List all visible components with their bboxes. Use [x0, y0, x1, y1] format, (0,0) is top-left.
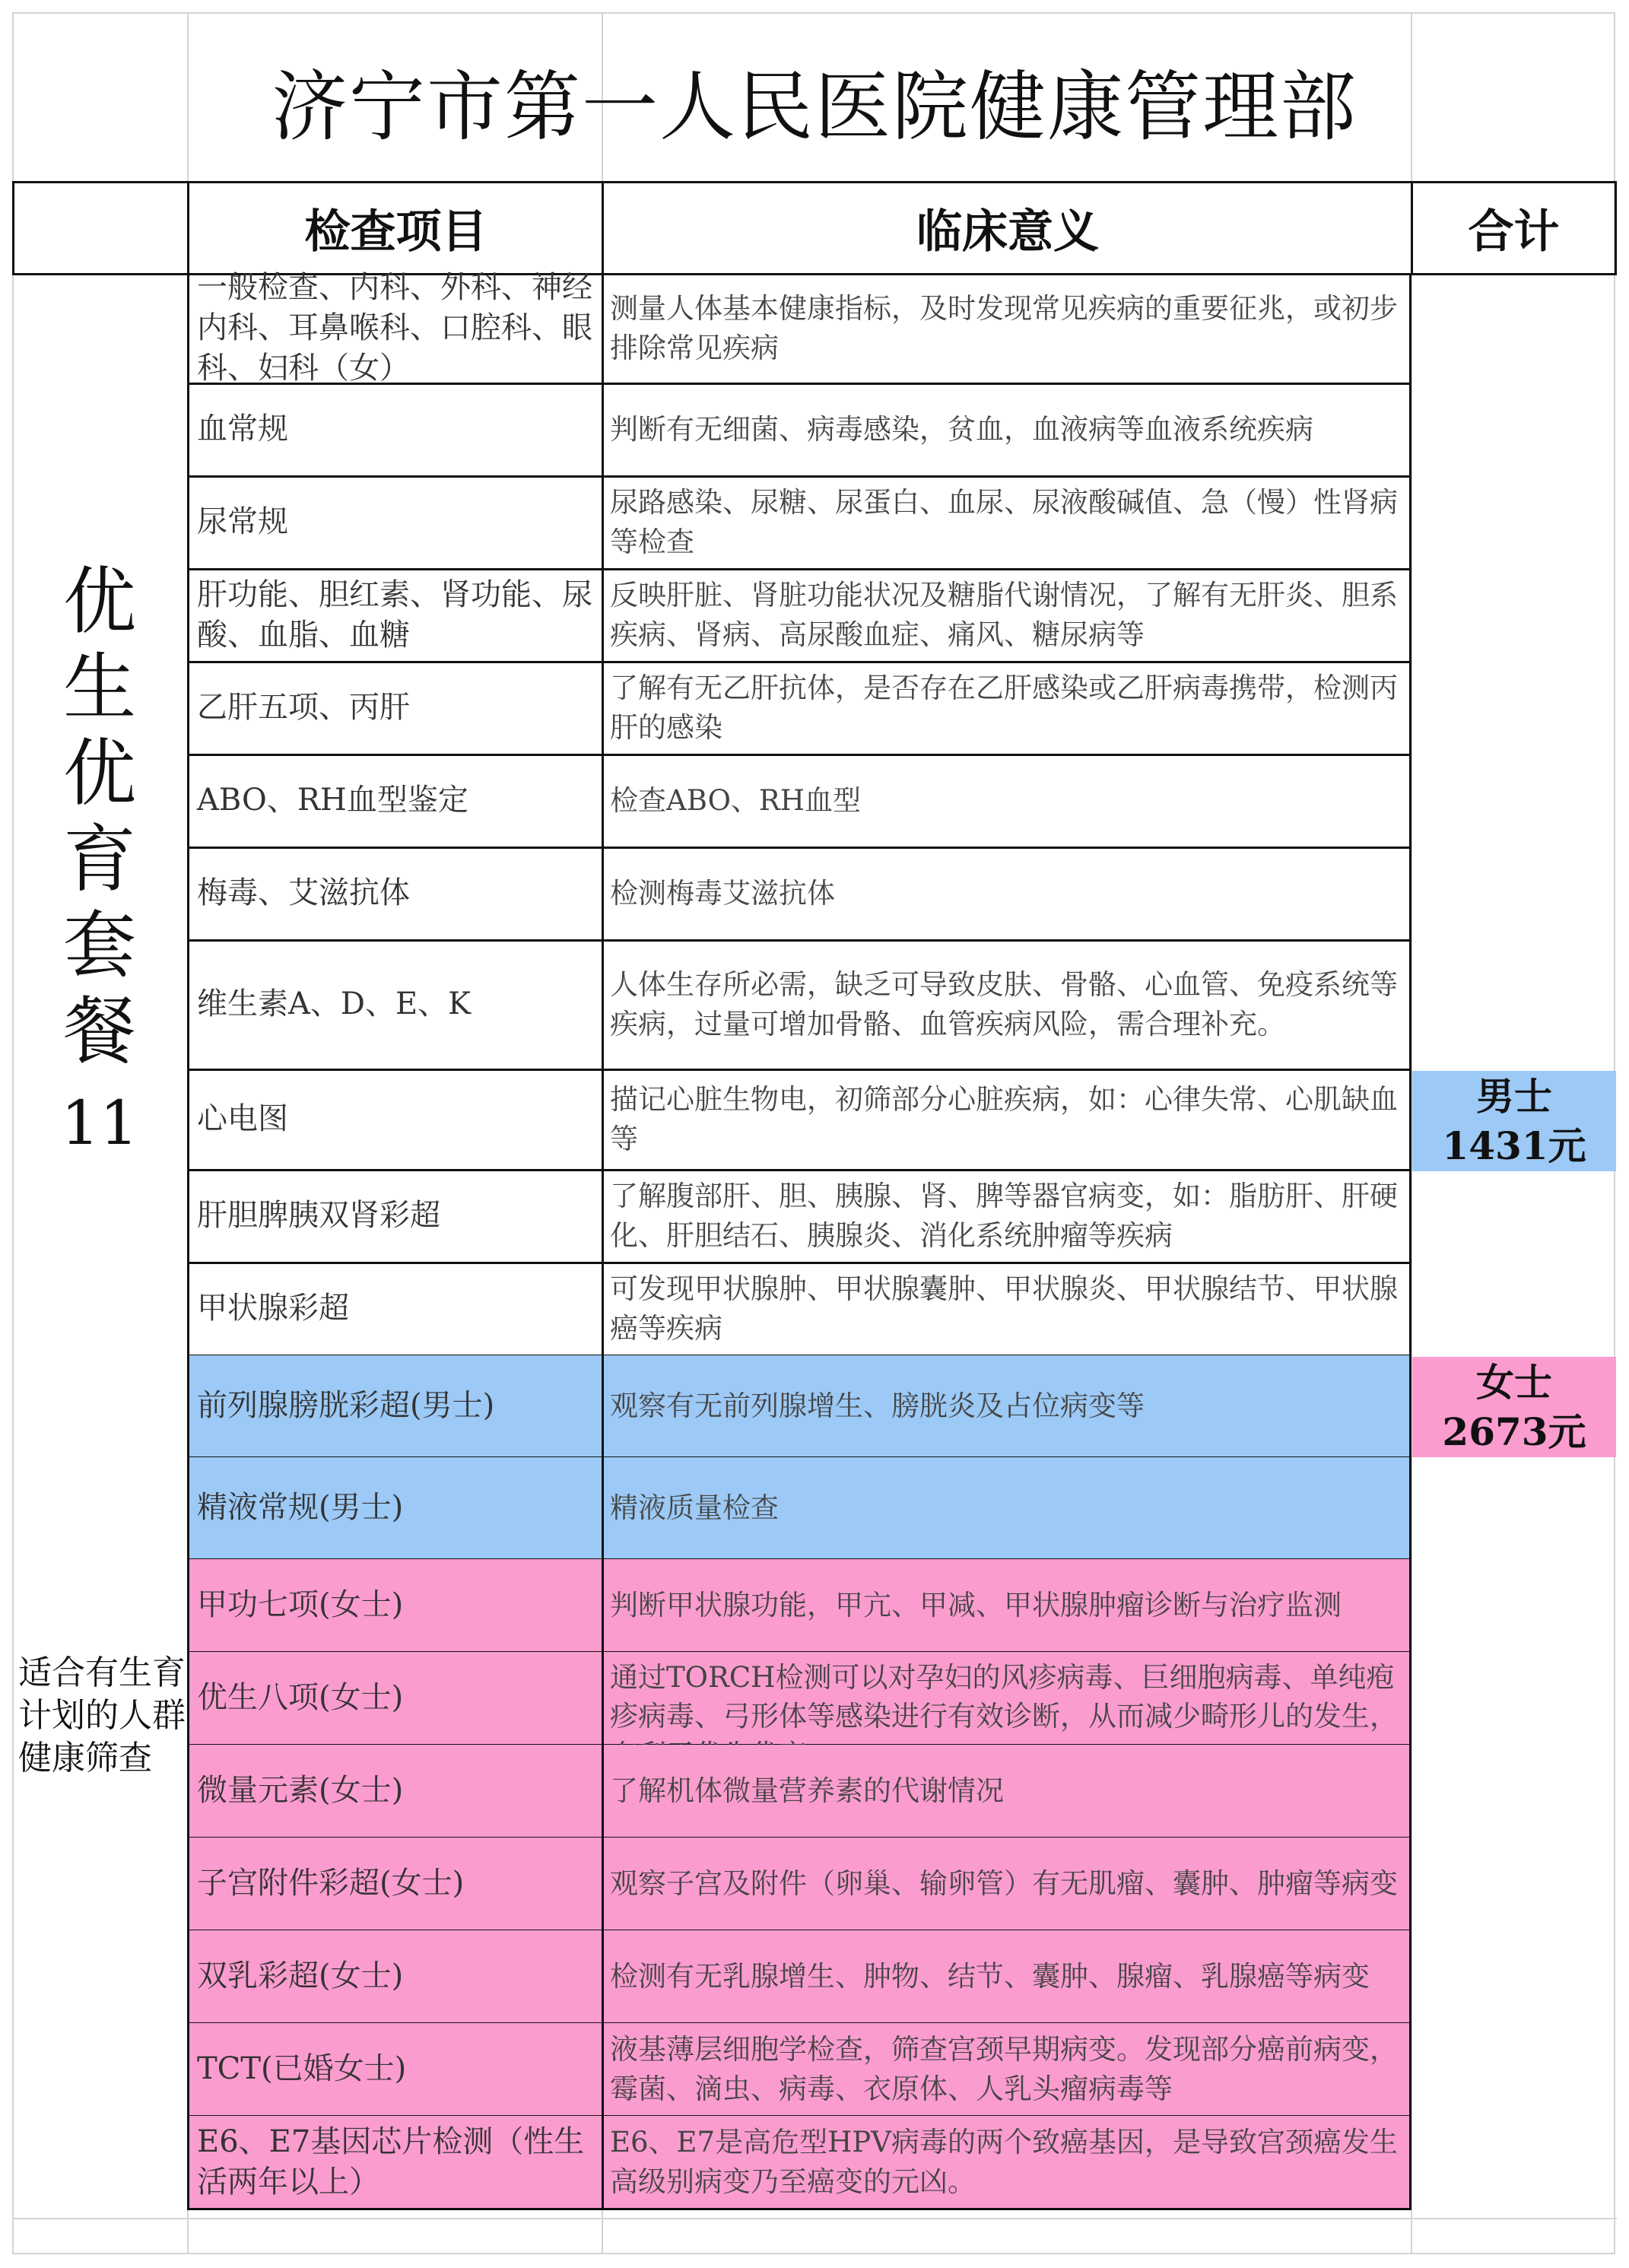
package-target-note: 适合有生育计划的人群健康筛查 — [18, 1653, 186, 1777]
package-number: 11 — [61, 1088, 138, 1158]
gridline — [12, 2218, 1617, 2219]
package-name — [12, 559, 187, 1075]
package-name-char: 优 — [63, 731, 136, 816]
row-item-female: TCT(已婚女士) — [187, 2023, 602, 2117]
package-name-char: 餐 — [63, 989, 136, 1074]
row-meaning: 尿路感染、尿糖、尿蛋白、血尿、尿液酸碱值、急（慢）性肾病等检查 — [602, 476, 1411, 570]
row-item-male: 前列腺膀胱彩超(男士) — [187, 1355, 602, 1459]
row-item: 维生素A、D、E、K — [187, 940, 602, 1071]
row-meaning: 测量人体基本健康指标，及时发现常见疾病的重要征兆，或初步排除常见疾病 — [602, 274, 1411, 385]
row-item-female: 双乳彩超(女士) — [187, 1930, 602, 2025]
row-meaning-female: 了解机体微量营养素的代谢情况 — [602, 1745, 1411, 1839]
row-item-female: E6、E7基因芯片检测（性生活两年以上） — [187, 2116, 602, 2210]
total-male — [1412, 1071, 1616, 1171]
row-item: 梅毒、艾滋抗体 — [187, 847, 602, 942]
row-item-female: 甲功七项(女士) — [187, 1559, 602, 1653]
row-meaning: 了解腹部肝、胆、胰腺、肾、脾等器官病变，如：脂肪肝、肝硬化、肝胆结石、胰腺炎、消化系统肿瘤等疾病 — [602, 1170, 1411, 1264]
header-total: 合计 — [1411, 181, 1617, 275]
row-item-female: 微量元素(女士) — [187, 1745, 602, 1839]
package-name-char: 生 — [63, 645, 136, 730]
row-meaning: 判断有无细菌、病毒感染，贫血，血液病等血液系统疾病 — [602, 383, 1411, 478]
row-item: 血常规 — [187, 383, 602, 478]
package-name-char: 套 — [63, 903, 136, 988]
row-meaning-female: 判断甲状腺功能，甲亢、甲减、甲状腺肿瘤诊断与治疗监测 — [602, 1559, 1411, 1653]
package-name-char: 优 — [63, 559, 136, 644]
row-meaning: 了解有无乙肝抗体，是否存在乙肝感染或乙肝病毒携带，检测丙肝的感染 — [602, 662, 1411, 756]
row-meaning-female: 液基薄层细胞学检查，筛查宫颈早期病变。发现部分癌前病变，霉菌、滴虫、病毒、衣原体、人乳头瘤病毒等 — [602, 2023, 1411, 2117]
header-meaning: 临床意义 — [602, 181, 1411, 275]
row-item: 尿常规 — [187, 476, 602, 570]
row-meaning: 检测梅毒艾滋抗体 — [602, 847, 1411, 942]
row-meaning-female: 通过TORCH检测可以对孕妇的风疹病毒、巨细胞病毒、单纯疱疹病毒、弓形体等感染进行有效诊断，从而减少畸形儿的发生， — [602, 1652, 1411, 1746]
row-meaning-female: E6、E7是高危型HPV病毒的两个致癌基因，是导致宫颈癌发生高级别病变乃至癌变的元凶。 — [602, 2116, 1411, 2210]
total-female-price: 2673元 — [1442, 1409, 1586, 1454]
row-item: ABO、RH血型鉴定 — [187, 754, 602, 849]
row-item: 肝胆脾胰双肾彩超 — [187, 1170, 602, 1264]
total-male-price: 1431元 — [1442, 1123, 1586, 1168]
header-empty-cell — [12, 181, 188, 275]
row-meaning-female: 观察子宫及附件（卵巢、输卵管）有无肌瘤、囊肿、肿瘤等病变 — [602, 1838, 1411, 1932]
row-meaning-female: 检测有无乳腺增生、肿物、结节、囊肿、腺瘤、乳腺癌等病变 — [602, 1930, 1411, 2025]
row-item: 心电图 — [187, 1069, 602, 1171]
row-meaning: 描记心脏生物电，初筛部分心脏疾病，如：心律失常、心肌缺血等 — [602, 1069, 1411, 1171]
total-male-label: 男士 — [1476, 1074, 1552, 1119]
row-item: 乙肝五项、丙肝 — [187, 662, 602, 756]
row-meaning: 检查ABO、RH血型 — [602, 754, 1411, 849]
package-name-char: 育 — [63, 817, 136, 902]
row-item: 甲状腺彩超 — [187, 1263, 602, 1357]
row-meaning: 可发现甲状腺肿、甲状腺囊肿、甲状腺炎、甲状腺结节、甲状腺癌等疾病 — [602, 1263, 1411, 1357]
row-item: 一般检查、内科、外科、神经内科、耳鼻喉科、口腔科、眼科、妇科（女） — [187, 274, 602, 385]
row-item-female: 优生八项(女士) — [187, 1652, 602, 1746]
row-meaning: 人体生存所必需，缺乏可导致皮肤、骨骼、心血管、免疫系统等疾病，过量可增加骨骼、血管疾病风险，需合理补充。 — [602, 940, 1411, 1071]
row-meaning: 反映肝脏、肾脏功能状况及糖脂代谢情况，了解有无肝炎、胆系疾病、肾病、高尿酸血症、痛风、糖尿病等 — [602, 569, 1411, 663]
total-female-label: 女士 — [1476, 1360, 1552, 1405]
page-title: 济宁市第一人民医院健康管理部 — [272, 62, 1358, 151]
row-item-female: 子宫附件彩超(女士) — [187, 1838, 602, 1932]
row-item-male: 精液常规(男士) — [187, 1457, 602, 1561]
row-item: 肝功能、胆红素、肾功能、尿酸、血脂、血糖 — [187, 569, 602, 663]
row-meaning-male: 观察有无前列腺增生、膀胱炎及占位病变等 — [602, 1355, 1411, 1459]
total-female — [1412, 1357, 1616, 1457]
header-item: 检查项目 — [187, 181, 602, 275]
row-meaning-male: 精液质量检查 — [602, 1457, 1411, 1561]
